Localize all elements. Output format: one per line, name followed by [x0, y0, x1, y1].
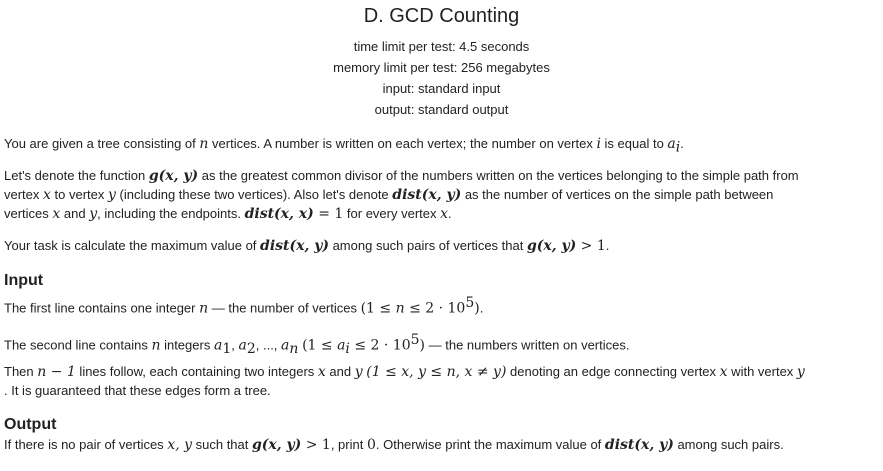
text: and	[60, 206, 90, 221]
math: a	[667, 136, 676, 152]
math: x, y	[167, 437, 193, 453]
math: x	[719, 364, 728, 380]
text: among such pairs.	[673, 437, 784, 452]
math: dist(x, y)	[604, 437, 674, 453]
text: .	[680, 136, 684, 151]
math: x	[440, 206, 449, 222]
text: ,	[231, 337, 239, 353]
math: n − 1	[37, 364, 76, 380]
text: Then	[4, 364, 38, 379]
output-heading: Output	[4, 416, 57, 433]
text: If there is no pair of vertices	[4, 437, 168, 452]
math: n	[199, 300, 209, 317]
text: such that	[192, 437, 252, 452]
math: i	[345, 340, 350, 357]
input-line-3	[4, 364, 805, 380]
text: You are given a tree consisting of	[4, 136, 200, 151]
input-line-1	[4, 295, 483, 316]
math: > 1	[576, 238, 606, 254]
text: vertices	[4, 206, 53, 221]
math: ≤ 2 · 10	[349, 337, 411, 354]
statement-paragraph-2-line-3	[4, 206, 452, 222]
math: n	[151, 337, 161, 354]
text: is equal to	[600, 136, 668, 151]
text: integers	[160, 337, 214, 353]
math: i	[596, 136, 601, 152]
input-file: input: standard input	[382, 81, 501, 96]
text: .	[448, 206, 452, 221]
math: 5	[465, 295, 475, 311]
text: denoting an edge connecting vertex	[506, 364, 720, 379]
math: 1	[222, 340, 232, 357]
text: lines follow, each containing two integers	[75, 364, 318, 379]
text: as the greatest common divisor of the numbers written on the vertices belonging to the simple path from	[198, 168, 799, 183]
math: x	[317, 364, 326, 380]
math: = 1	[313, 206, 344, 222]
math: dist(x, y)	[392, 187, 462, 203]
math: )	[474, 300, 480, 317]
input-line-2	[4, 332, 629, 357]
math: y	[108, 187, 116, 203]
math: g(x, y)	[148, 168, 199, 184]
math: a	[337, 337, 346, 354]
math: 5	[410, 332, 420, 348]
statement-paragraph-2-line-2	[4, 187, 773, 203]
statement-paragraph-1	[4, 136, 684, 156]
math: 0	[366, 437, 376, 453]
text: to vertex	[50, 187, 108, 202]
text: as the number of vertices on the simple path between	[461, 187, 774, 202]
text: , ...,	[255, 337, 282, 353]
text: , including the endpoints.	[97, 206, 245, 221]
text: and	[325, 364, 355, 379]
math: (1 ≤	[360, 300, 396, 317]
text: — the number of vertices	[208, 300, 361, 316]
math: n	[199, 136, 209, 152]
problem-title: D. GCD Counting	[363, 5, 520, 27]
math: x	[43, 187, 51, 203]
math: > 1	[301, 437, 331, 453]
text: . Otherwise print the maximum value of	[375, 437, 605, 452]
math: y	[354, 364, 363, 380]
statement-paragraph-2-line-1	[4, 168, 799, 184]
text: .	[605, 238, 610, 253]
math: g(x, y)	[526, 238, 577, 254]
math: n	[289, 340, 299, 357]
output-line-1	[4, 437, 784, 453]
output-file: output: standard output	[374, 102, 509, 117]
time-limit: time limit per test: 4.5 seconds	[353, 39, 530, 54]
input-heading: Input	[4, 272, 44, 289]
text: , print	[330, 437, 367, 452]
text: with vertex	[727, 364, 797, 379]
text: vertices. A number is written on each vertex; the number on vertex	[208, 136, 597, 151]
text: Your task is calculate the maximum value of	[4, 238, 261, 253]
math: n	[395, 300, 405, 317]
math: x	[52, 206, 61, 222]
math: y	[89, 206, 98, 222]
math: )	[419, 337, 425, 354]
text: Let's denote the function	[4, 168, 149, 183]
memory-limit: memory limit per test: 256 megabytes	[333, 60, 550, 75]
text: for every vertex	[343, 206, 441, 221]
math: (1 ≤ x, y ≤ n, x ≠ y)	[366, 364, 507, 380]
math: a	[281, 337, 290, 354]
input-line-4	[4, 383, 271, 399]
text: among such pairs of vertices that	[328, 238, 527, 253]
math: dist(x, x)	[244, 206, 314, 222]
math: i	[675, 139, 681, 156]
math: a	[213, 337, 223, 354]
text: . It is guaranteed that these edges form a tree.	[4, 383, 271, 398]
statement-paragraph-3	[4, 238, 609, 254]
text: (including these two vertices). Also let's denote	[115, 187, 393, 202]
math: g(x, y)	[252, 437, 302, 453]
text: — the numbers written on vertices.	[425, 337, 630, 353]
text: vertex	[4, 187, 44, 202]
text: The first line contains one integer	[4, 300, 200, 316]
math: ≤ 2 · 10	[404, 300, 466, 317]
math: dist(x, y)	[260, 238, 329, 254]
math: 2	[246, 340, 256, 357]
math: (1 ≤	[302, 337, 338, 354]
text: The second line contains	[4, 337, 152, 353]
math: a	[238, 337, 247, 354]
math: y	[796, 364, 805, 380]
text: .	[479, 300, 484, 316]
